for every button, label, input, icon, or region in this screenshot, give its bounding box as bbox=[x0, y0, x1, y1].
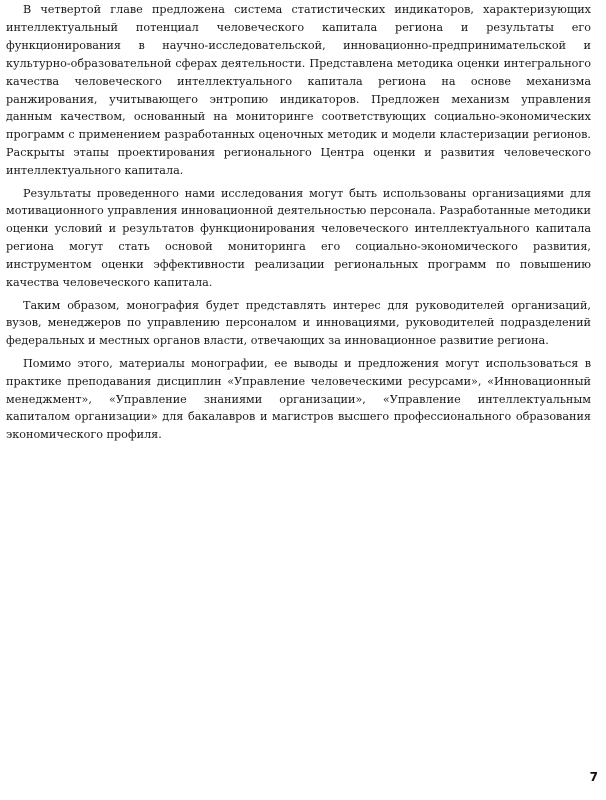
page-number: 7 bbox=[589, 770, 598, 784]
paragraph-research-applications: Результаты проведенного нами исследования могут быть использованы организациями для мотивационного управления инновационной деятельностью персонала. Разработанные методики оценки условий и результатов функционирования человеческого интеллектуального капитала региона могут стать основой мониторинга его социально-экономического развития, инструментом оценки эффективности реализации региональных программ по повышению качества человеческого капитала. bbox=[6, 186, 591, 290]
paragraph-target-audience: Таким образом, монография будет представлять интерес для руководителей организаций, вузов, менеджеров по управлению персоналом и инновациями, руководителей подразделений федеральных и местных органов власти, отвечающих за инновационное развитие региона. bbox=[6, 298, 591, 348]
paragraph-teaching-use: Помимо этого, материалы монографии, ее выводы и предложения могут использоваться в практике преподавания дисциплин «Управление человеческими ресурсами», «Инновационный менеджмент», «Управление знаниями организации», «Управление интеллектуальным капиталом организации» для бакалавров и магистров высшего профессионального образования экономического профиля. bbox=[6, 356, 591, 442]
paragraph-chapter-four-summary: В четвертой главе предложена система статистических индикаторов, характеризующих интеллектуальный потенциал человеческого капитала региона и результаты его функционирования в научно-исследовательской, инновационно-предпринимательской и культурно-образовательной сферах деятельности. Представлена методика оценки интегрального качества человеческого интеллектуального капитала региона на основе механизма ранжирования, учитывающего энтропию индикаторов. Предложен механизм управления данным качеством, основанный на мониторинге соответствующих социально-экономических программ с применением разработанных оценочных методик и модели кластеризации регионов. Раскрыты этапы проектирования регионального Центра оценки и развития человеческого интеллектуального капитала. bbox=[6, 3, 591, 178]
page-body bbox=[6, 1, 591, 449]
